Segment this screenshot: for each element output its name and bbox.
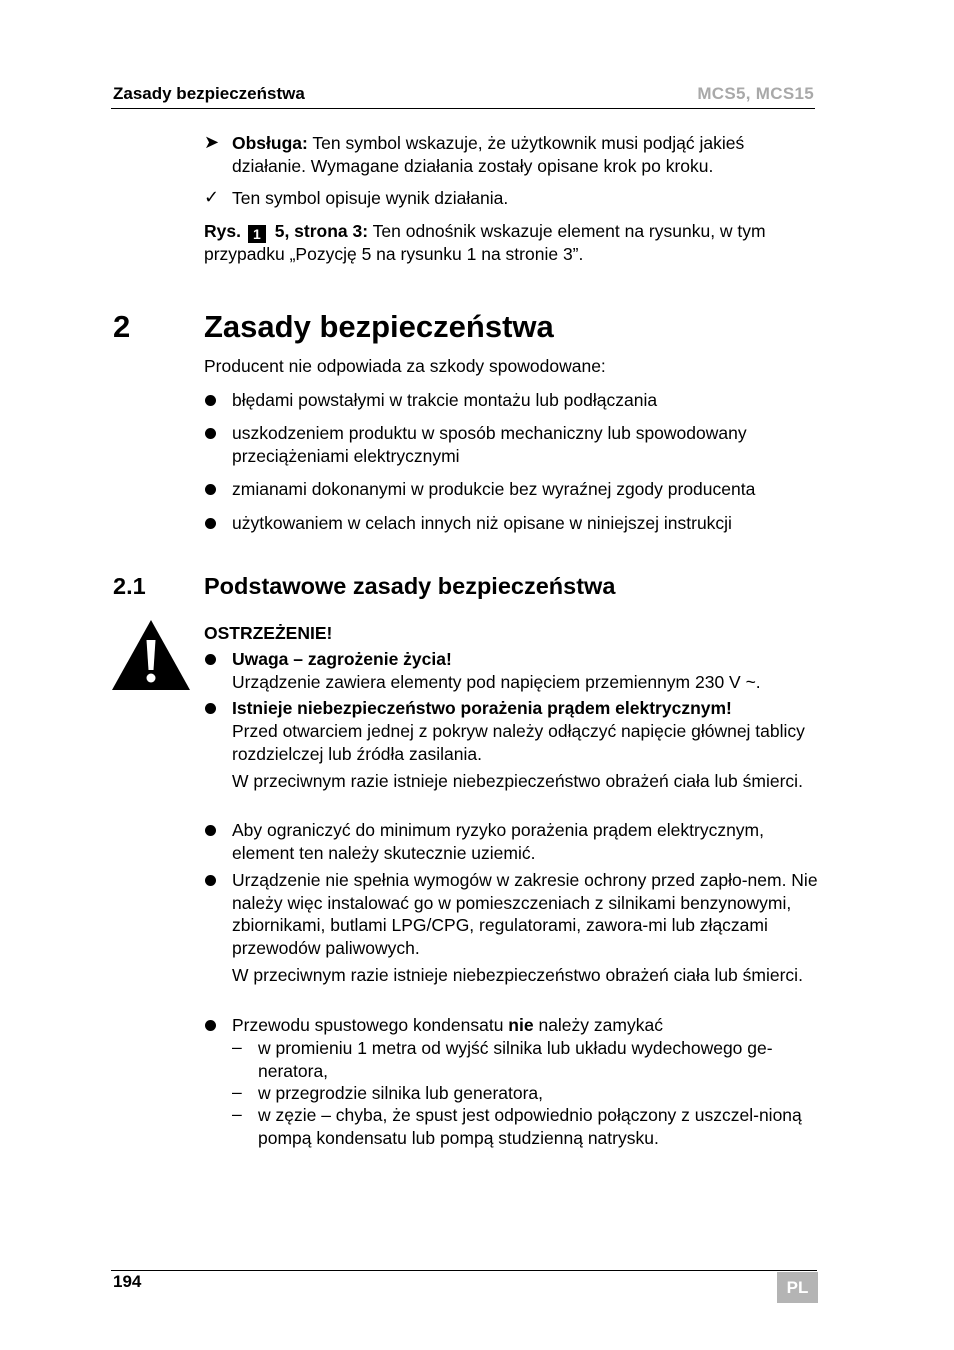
result-symbol-text: Ten symbol opisuje wynik działania. [232, 188, 509, 208]
dash-list-item: w zęzie – chyba, że spust jest odpowiednio połączony z uszczel-nioną pompą kondensatu lub pompą studzienną natrysku. [258, 1105, 802, 1148]
bullet-icon [205, 703, 216, 714]
bullet-icon [205, 518, 216, 529]
warning-1-title: Uwaga – zagrożenie życia! [232, 649, 452, 669]
list-item: zmianami dokonanymi w produkcie bez wyraźnej zgody producenta [232, 479, 756, 499]
bullet-icon [205, 825, 216, 836]
figure-reference-paragraph [204, 220, 822, 266]
bullet-icon [205, 395, 216, 406]
section-2-lead: Producent nie odpowiada za szkody spowodowane: [204, 356, 606, 376]
figure-number-badge: 1 [248, 225, 266, 243]
bullet-icon [205, 654, 216, 665]
warning-triangle-icon [112, 620, 190, 690]
action-symbol-label: Obsługa: [232, 133, 308, 153]
section-2-title: Zasady bezpieczeństwa [204, 309, 554, 344]
running-header-model: MCS5, MCS15 [697, 84, 814, 103]
action-arrow-icon: ➤ [204, 132, 220, 152]
warning-4-note: W przeciwnym razie istnieje niebezpieczeństwo obrażeń ciała lub śmierci. [232, 965, 803, 985]
warning-5-pre: Przewodu spustowego kondensatu [232, 1015, 509, 1035]
list-item: uszkodzeniem produktu w sposób mechaniczny lub spowodowany przeciążeniami elektrycznymi [232, 423, 747, 466]
warning-2-text: Przed otwarciem jednej z pokryw należy odłączyć napięcie głównej tablicy rozdzielczej lub źródła zasilania. [232, 721, 805, 764]
bullet-icon [205, 484, 216, 495]
figure-ref-prefix: Rys. [204, 221, 241, 241]
section-2-1-number: 2.1 [113, 573, 146, 599]
running-header-title: Zasady bezpieczeństwa [113, 84, 305, 103]
warning-5-emphasis: nie [508, 1015, 534, 1035]
section-2-1-title: Podstawowe zasady bezpieczeństwa [204, 573, 616, 599]
warning-5-post: należy zamykać [533, 1015, 663, 1035]
action-symbol-text: Ten symbol wskazuje, że użytkownik musi podjąć jakieś działanie. Wymagane działania zostały opisane krok po kroku. [232, 133, 745, 176]
list-item: błędami powstałymi w trakcie montażu lub podłączania [232, 390, 658, 410]
dash-icon: – [232, 1037, 242, 1057]
page-number: 194 [113, 1272, 142, 1291]
dash-icon: – [232, 1104, 242, 1124]
bullet-icon [205, 875, 216, 886]
warning-3-text: Aby ograniczyć do minimum ryzyko porażenia prądem elektrycznym, element ten należy skutecznie uziemić. [232, 820, 764, 863]
footer-rule [111, 1270, 817, 1271]
dash-list-item: w przegrodzie silnika lub generatora, [258, 1083, 544, 1103]
warning-4-text: Urządzenie nie spełnia wymogów w zakresie ochrony przed zapło-nem. Nie należy więc instalować go w pomieszczeniach z silnikami benzynowymi, zbiornikami, butlami LPG/CPG, regulatorami, zawora-mi lub złączami przewodów paliwowych. [232, 870, 818, 958]
dash-icon: – [232, 1082, 242, 1102]
bullet-icon [205, 1020, 216, 1031]
section-2-number: 2 [113, 309, 131, 344]
warning-1-text: Urządzenie zawiera elementy pod napięciem przemiennym 230 V ~. [232, 672, 761, 692]
figure-ref-text: Ten odnośnik wskazuje element na rysunku, w tym przypadku „Pozycję 5 na rysunku 1 na stronie 3”. [204, 221, 766, 264]
action-symbol-paragraph [232, 132, 822, 177]
warning-5-text [232, 1014, 822, 1037]
warning-2-title: Istnieje niebezpieczeństwo porażenia prądem elektrycznym! [232, 698, 732, 718]
dash-list-item: w promieniu 1 metra od wyjść silnika lub układu wydechowego ge-neratora, [258, 1038, 773, 1081]
warning-2-note: W przeciwnym razie istnieje niebezpieczeństwo obrażeń ciała lub śmierci. [232, 771, 803, 791]
bullet-icon [205, 428, 216, 439]
warning-label: OSTRZEŻENIE! [204, 623, 333, 643]
language-badge: PL [777, 1272, 818, 1303]
header-rule [111, 108, 815, 109]
figure-ref-suffix: 5, strona 3: [274, 221, 369, 241]
checkmark-icon: ✓ [204, 187, 220, 207]
list-item: użytkowaniem w celach innych niż opisane w niniejszej instrukcji [232, 513, 732, 533]
